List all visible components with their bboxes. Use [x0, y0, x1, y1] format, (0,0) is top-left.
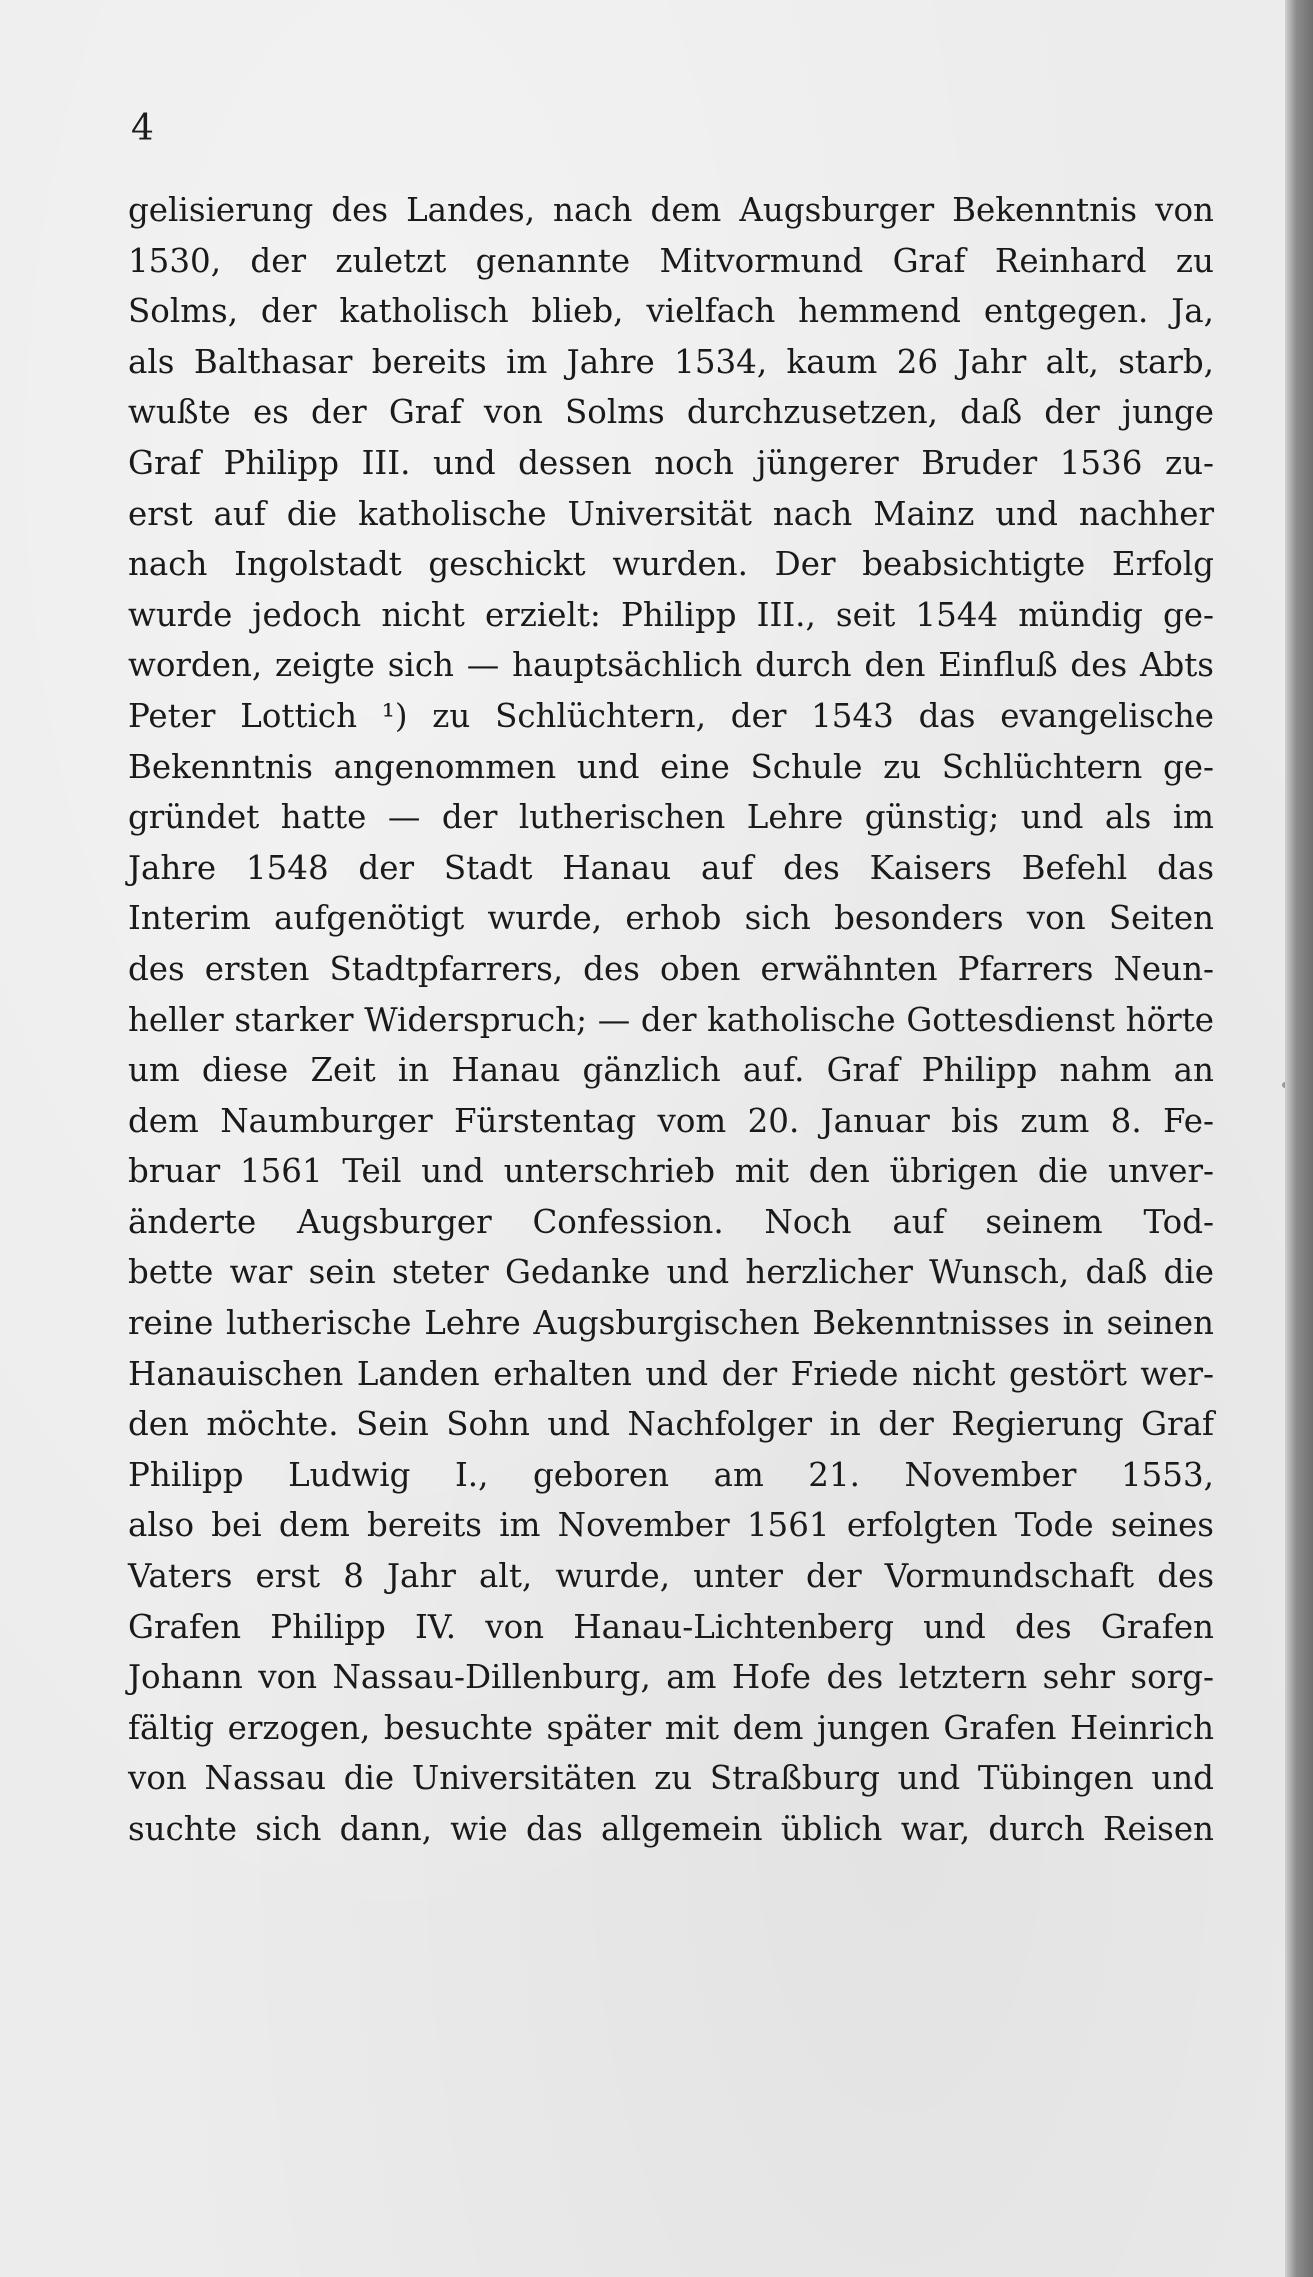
text-line: Vaters erst 8 Jahr alt, wurde, unter der Vormundschaft des [128, 1557, 1214, 1596]
text-line: fältig erzogen, besuchte später mit dem jungen Grafen Heinrich [128, 1708, 1214, 1747]
text-line: dem Naumburger Fürstentag vom 20. Januar bis zum 8. Fe- [128, 1101, 1214, 1140]
text-line: nach Ingolstadt geschickt wurden. Der beabsichtigte Erfolg [128, 545, 1214, 584]
text-line: Bekenntnis angenommen und eine Schule zu Schlüchtern ge- [128, 747, 1214, 786]
text-line: Solms, der katholisch blieb, vielfach hemmend entgegen. Ja, [128, 292, 1214, 331]
text-line: Philipp Ludwig I., geboren am 21. November 1553, [128, 1455, 1214, 1494]
text-line: von Nassau die Universitäten zu Straßburg und Tübingen und [128, 1759, 1214, 1798]
text-line: Jahre 1548 der Stadt Hanau auf des Kaisers Befehl das [128, 848, 1214, 887]
text-line: Interim aufgenötigt wurde, erhob sich besonders von Seiten [128, 899, 1214, 938]
text-line: bette war sein steter Gedanke und herzlicher Wunsch, daß die [128, 1253, 1214, 1292]
text-line: als Balthasar bereits im Jahre 1534, kaum 26 Jahr alt, starb, [128, 342, 1214, 381]
text-line: also bei dem bereits im November 1561 erfolgten Tode seines [128, 1506, 1214, 1545]
text-line: gründet hatte — der lutherischen Lehre günstig; und als im [128, 798, 1214, 837]
text-line: um diese Zeit in Hanau gänzlich auf. Graf Philipp nahm an [128, 1051, 1214, 1090]
text-line: wurde jedoch nicht erzielt: Philipp III., seit 1544 mündig ge- [128, 595, 1214, 634]
text-line: suchte sich dann, wie das allgemein üblich war, durch Reisen [128, 1810, 1214, 1848]
text-line: änderte Augsburger Confession. Noch auf seinem Tod- [128, 1202, 1214, 1241]
text-line: Peter Lottich ¹) zu Schlüchtern, der 1543 das evangelische [128, 696, 1214, 735]
text-line: reine lutherische Lehre Augsburgischen Bekenntnisses in seinen [128, 1304, 1214, 1343]
text-line: heller starker Widerspruch; — der katholische Gottesdienst hörte [128, 1000, 1214, 1039]
page-number: 4 [131, 108, 154, 149]
body-text [128, 185, 1214, 1855]
text-line: den möchte. Sein Sohn und Nachfolger in der Regierung Graf [128, 1405, 1214, 1444]
text-line: Johann von Nassau-Dillenburg, am Hofe des letztern sehr sorg- [128, 1658, 1214, 1697]
text-line: wußte es der Graf von Solms durchzusetzen, daß der junge [128, 393, 1214, 432]
text-line: Graf Philipp III. und dessen noch jüngerer Bruder 1536 zu- [128, 443, 1214, 482]
text-line: Grafen Philipp IV. von Hanau-Lichtenberg und des Grafen [128, 1607, 1214, 1646]
text-line: 1530, der zuletzt genannte Mitvormund Graf Reinhard zu [128, 241, 1214, 280]
text-line: worden, zeigte sich — hauptsächlich durch den Einfluß des Abts [128, 646, 1214, 685]
text-line: des ersten Stadtpfarrers, des oben erwähnten Pfarrers Neun- [128, 949, 1214, 988]
text-line: gelisierung des Landes, nach dem Augsburger Bekenntnis von [128, 191, 1214, 229]
text-line: bruar 1561 Teil und unterschrieb mit den übrigen die unver- [128, 1152, 1214, 1191]
text-line: erst auf die katholische Universität nach Mainz und nachher [128, 494, 1214, 533]
text-line: Hanauischen Landen erhalten und der Friede nicht gestört wer- [128, 1354, 1214, 1393]
page-edge-shadow [1285, 0, 1313, 2277]
